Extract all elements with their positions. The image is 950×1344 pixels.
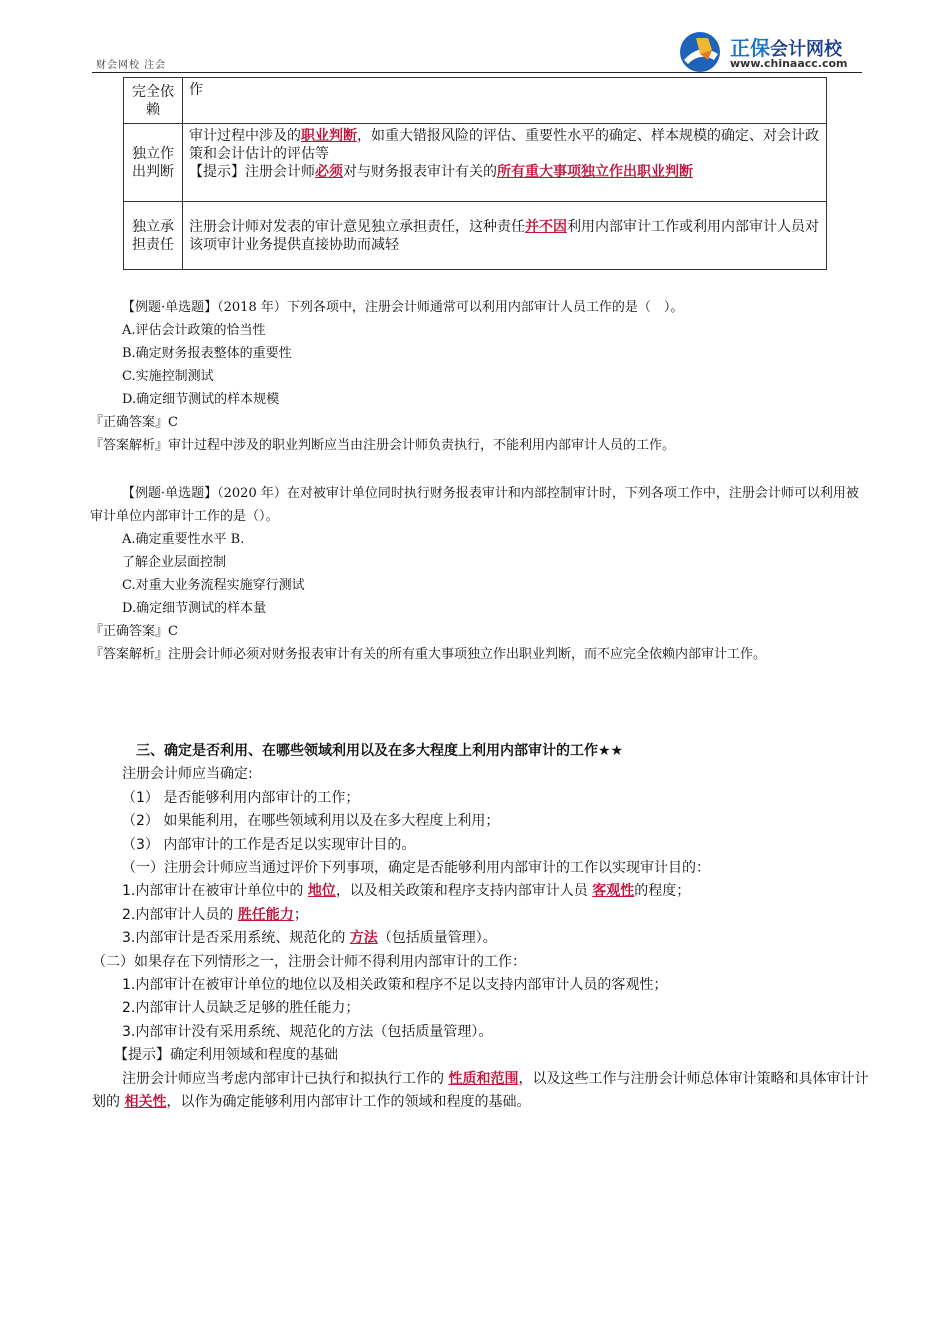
list-item: （1） 是否能够利用内部审计的工作；: [122, 789, 360, 806]
table-row: [124, 124, 827, 202]
subsection-title-2: （二）如果存在下列情形之一，注册会计师不得利用内部审计的工作：: [92, 953, 526, 970]
highlighted-term: 并不因: [525, 218, 567, 235]
highlighted-term: 所有重大事项独立作出职业判断: [497, 164, 693, 180]
highlighted-term: 性质和范围: [448, 1070, 519, 1087]
list-item: （2） 如果能利用，在哪些领域利用以及在多大程度上利用；: [122, 813, 500, 830]
option-d: D.确定细节测试的样本量: [122, 601, 267, 616]
highlighted-term: 职业判断: [301, 128, 357, 144]
table-row: [124, 202, 827, 270]
tip-heading: 【提示】确定利用领域和程度的基础: [114, 1047, 338, 1064]
example-question-1: [90, 296, 870, 457]
brand-logo[interactable]: [678, 30, 868, 74]
list-item: （3） 内部审计的工作是否足以实现审计目的。: [122, 836, 416, 853]
list-item: 2.内部审计人员缺乏足够的胜任能力；: [122, 1000, 360, 1017]
subsection-title-1: （一）注册会计师应当通过评价下列事项，确定是否能够利用内部审计的工作以实现审计目的：: [122, 860, 710, 877]
table-key-cell: 完全依赖: [124, 78, 183, 124]
section-intro: 注册会计师应当确定:: [122, 766, 253, 783]
highlighted-term: 客观性: [592, 883, 635, 900]
table-value-cell: 注册会计师对发表的审计意见独立承担责任，这种责任并不因利用内部审计工作或利用内部审计人员对该项审计业务提供直接协助而减轻: [183, 202, 827, 270]
list-item: 3.内部审计没有采用系统、规范化的方法（包括质量管理）。: [122, 1023, 493, 1040]
table-key-cell: 独立作出判断: [124, 124, 183, 202]
brand-prefix: 正保: [730, 36, 770, 60]
rules-table: [123, 77, 827, 270]
option-c: C.对重大业务流程实施穿行测试: [122, 578, 305, 593]
correct-answer: 『正确答案』C: [90, 415, 178, 430]
option-b: B.确定财务报表整体的重要性: [122, 346, 292, 361]
brand-url: www.chinaacc.com: [730, 57, 848, 70]
list-item: 3.内部审计是否采用系统、规范化的 方法（包括质量管理）。: [122, 930, 497, 947]
option-d: D.确定细节测试的样本规模: [122, 392, 280, 407]
table-key-cell: 独立承担责任: [124, 202, 183, 270]
option-a: A.确定重要性水平 B.: [122, 532, 245, 547]
highlighted-term: 胜任能力: [237, 906, 294, 923]
highlighted-term: 地位: [307, 883, 336, 900]
table-value-cell: 审计过程中涉及的职业判断，如重大错报风险的评估、重要性水平的确定、样本规模的确定、对会计政策和会计估计的评估等 【提示】注册会计师必须对与财务报表审计有关的所有重大事项独立作出职业判断: [183, 124, 827, 202]
section-three: [92, 740, 872, 1115]
option-c: C.实施控制测试: [122, 369, 214, 384]
list-item: 1.内部审计在被审计单位中的 地位，以及相关政策和程序支持内部审计人员 客观性的程度；: [122, 883, 691, 900]
highlighted-term: 必须: [315, 164, 343, 180]
table-value-cell: 作: [183, 78, 827, 124]
list-item: 1.内部审计在被审计单位的地位以及相关政策和程序不足以支持内部审计人员的客观性；: [122, 977, 668, 994]
section-title: 三、确定是否利用、在哪些领域利用以及在多大程度上利用内部审计的工作★★: [136, 743, 624, 759]
question-text: 【例题·单选题】（2018 年）下列各项中，注册会计师通常可以利用内部审计人员工作的是（ ）。: [122, 300, 684, 315]
header-rule: [92, 72, 862, 73]
question-text: 【例题·单选题】（2020 年）在对被审计单位同时执行财务报表审计和内部控制审计时，下列各项工作中，注册会计师可以利用被审计单位内部审计工作的是（）。: [90, 486, 859, 524]
correct-answer: 『正确答案』C: [90, 624, 178, 639]
header-left-text: 财会网校 注会: [96, 60, 167, 71]
chinaacc-logo-icon: [678, 30, 724, 74]
list-item: 2.内部审计人员的 胜任能力；: [122, 906, 308, 923]
answer-analysis: 『答案解析』注册会计师必须对财务报表审计有关的所有重大事项独立作出职业判断，而不应完全依赖内部审计工作。: [90, 647, 767, 662]
example-question-2: [90, 482, 870, 666]
highlighted-term: 方法: [349, 930, 378, 947]
option-a: A.评估会计政策的恰当性: [122, 323, 266, 338]
table-row: [124, 78, 827, 124]
final-paragraph: 注册会计师应当考虑内部审计已执行和拟执行工作的 性质和范围，以及这些工作与注册会计师总体审计策略和具体审计计划的 相关性，以作为确定能够利用内部审计工作的领域和程度的基础。: [92, 1070, 869, 1111]
highlighted-term: 相关性: [124, 1094, 167, 1111]
option-b: 了解企业层面控制: [122, 555, 227, 570]
brand-suffix: 会计网校: [770, 39, 842, 60]
answer-analysis: 『答案解析』审计过程中涉及的职业判断应当由注册会计师负责执行，不能利用内部审计人员的工作。: [90, 438, 676, 453]
